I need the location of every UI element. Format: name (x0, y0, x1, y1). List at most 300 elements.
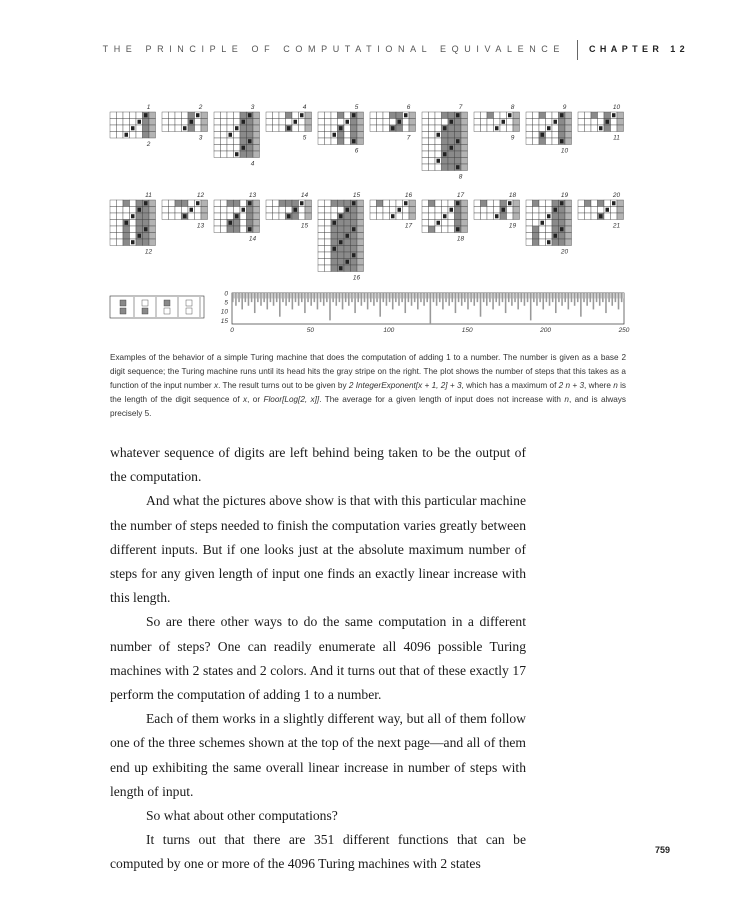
plot-bar (580, 293, 582, 317)
tape-cell (611, 125, 618, 132)
plot-bar (521, 293, 523, 302)
tape-cell (143, 233, 150, 240)
tape-cell (318, 233, 325, 240)
panel-output-label: 6 (354, 147, 359, 155)
tape-cell (351, 119, 358, 126)
head-marker (437, 159, 441, 163)
tape-cell (273, 213, 280, 220)
tape-cell (234, 119, 241, 126)
rule-cell (164, 308, 170, 314)
tape-cell (565, 220, 572, 227)
plot-bar (448, 293, 450, 306)
panel-output-label: 10 (560, 147, 569, 155)
panel-input-label: 12 (196, 192, 205, 199)
tape-cell (169, 207, 176, 214)
tape-cell (533, 200, 540, 207)
plot-bar (287, 293, 289, 298)
tape-cell (221, 200, 228, 207)
tape-cell (403, 207, 410, 214)
tape-cell (591, 207, 598, 214)
head-marker (398, 208, 402, 212)
tape-cell (377, 200, 384, 207)
tape-cell (117, 213, 124, 220)
head-marker (547, 214, 551, 218)
panel-output-label: 8 (458, 173, 463, 181)
tape-cell (273, 207, 280, 214)
tape-cell (604, 112, 611, 119)
plot-bar (591, 293, 593, 298)
tape-cell (578, 112, 585, 119)
tape-cell (526, 112, 533, 119)
plot-bar (607, 293, 609, 298)
plot-bar (370, 293, 372, 302)
plot-bar (307, 293, 309, 302)
tape-cell (396, 213, 403, 220)
plot-bar (491, 293, 493, 298)
tape-cell (351, 265, 358, 272)
tape-cell (149, 233, 156, 240)
panel-input-label: 5 (354, 104, 359, 111)
tape-cell (136, 132, 143, 139)
tape-cell (422, 151, 429, 158)
tape-cell (182, 200, 189, 207)
tape-cell (617, 112, 624, 119)
head-marker (502, 208, 506, 212)
tape-cell (117, 207, 124, 214)
plot-bar (600, 293, 602, 298)
head-marker (560, 139, 564, 143)
tape-cell (221, 119, 228, 126)
tape-cell (214, 213, 221, 220)
tape-cell (357, 125, 364, 132)
plot-bar (564, 293, 566, 302)
tape-cell (435, 200, 442, 207)
tape-cell (169, 125, 176, 132)
tape-cell (162, 213, 169, 220)
plot-bar (237, 293, 239, 298)
plot-bar (461, 293, 463, 306)
tape-cell (455, 220, 462, 227)
panel-output-label: 5 (302, 134, 307, 142)
plot-y-tick: 15 (220, 317, 228, 325)
tape-cell (429, 220, 436, 227)
plot-bar (425, 293, 427, 298)
plot-bar (579, 293, 581, 298)
tape-cell (552, 220, 559, 227)
panel-output-label: 3 (198, 134, 203, 142)
tape-cell (448, 200, 455, 207)
tape-cell (247, 213, 254, 220)
tape-cell (221, 138, 228, 145)
tape-cell (513, 200, 520, 207)
plot-bar (544, 293, 546, 298)
tape-cell (227, 125, 234, 132)
plot-bar (597, 293, 599, 298)
tape-cell (461, 226, 468, 233)
tape-cell (455, 151, 462, 158)
evolution-row-2 (110, 192, 624, 282)
tape-cell (110, 119, 117, 126)
tape-cell (552, 200, 559, 207)
head-marker (456, 165, 460, 169)
tape-cell (351, 259, 358, 266)
tape-cell (130, 233, 137, 240)
plot-bar (400, 293, 402, 298)
tape-cell (227, 151, 234, 158)
tape-cell (318, 246, 325, 253)
tape-cell (526, 239, 533, 246)
plot-bar (397, 293, 399, 298)
tape-cell (149, 239, 156, 246)
tape-cell (331, 252, 338, 259)
panel-output-label: 15 (300, 222, 309, 230)
plot-bar (259, 293, 261, 298)
plot-bar (342, 293, 344, 309)
tape-cell (429, 112, 436, 119)
plot-bar (367, 293, 369, 309)
plot-bar (348, 293, 350, 306)
plot-bar (495, 293, 497, 302)
tape-cell (325, 200, 332, 207)
head-marker (612, 113, 616, 117)
tape-cell (507, 125, 514, 132)
tape-cell (110, 226, 117, 233)
tape-cell (149, 125, 156, 132)
tape-cell (422, 213, 429, 220)
tape-cell (474, 112, 481, 119)
plot-bar (423, 293, 425, 306)
plot-bar (312, 293, 314, 298)
tape-cell (396, 200, 403, 207)
tape-cell (136, 112, 143, 119)
tape-cell (149, 220, 156, 227)
tape-cell (247, 151, 254, 158)
plot-bar (392, 293, 394, 309)
evolution-panel (162, 192, 208, 230)
tape-cell (422, 138, 429, 145)
plot-bar (547, 293, 549, 298)
evolution-panel (578, 104, 624, 142)
tape-cell (513, 207, 520, 214)
plot-bar (270, 293, 272, 302)
tape-cell (338, 252, 345, 259)
tape-cell (305, 112, 312, 119)
tape-cell (221, 132, 228, 139)
panel-output-label: 7 (406, 134, 411, 142)
tape-cell (344, 239, 351, 246)
plot-bar (389, 293, 391, 302)
tape-cell (227, 138, 234, 145)
head-marker (450, 120, 454, 124)
plot-bar (293, 293, 295, 298)
tape-cell (143, 132, 150, 139)
tape-cell (338, 200, 345, 207)
tape-cell (533, 125, 540, 132)
tape-cell (565, 119, 572, 126)
head-marker (606, 120, 610, 124)
head-marker (450, 208, 454, 212)
tape-cell (331, 119, 338, 126)
tape-cell (279, 207, 286, 214)
tape-cell (409, 200, 416, 207)
plot-bar (403, 293, 405, 298)
plot-bar (445, 293, 447, 302)
tape-cell (253, 220, 260, 227)
evolution-panel (266, 104, 312, 142)
rule-cell (142, 308, 148, 314)
evolution-panel (526, 192, 572, 256)
figure-caption (110, 351, 626, 421)
tape-cell (214, 112, 221, 119)
tape-cell (338, 119, 345, 126)
plot-y-tick: 5 (224, 299, 228, 307)
tape-cell (201, 112, 208, 119)
tape-cell (435, 138, 442, 145)
tape-cell (598, 200, 605, 207)
plot-bar (453, 293, 455, 298)
evolution-row-1 (110, 104, 624, 181)
plot-bar (346, 293, 348, 298)
plot-bar (558, 293, 560, 302)
tape-cell (117, 125, 124, 132)
plot-bar (489, 293, 491, 302)
caption-text: , where (584, 381, 614, 391)
tape-cell (247, 220, 254, 227)
tape-cell (279, 200, 286, 207)
tape-cell (123, 200, 130, 207)
tape-cell (422, 119, 429, 126)
evolution-panel (214, 104, 260, 168)
head-marker (554, 208, 558, 212)
tape-cell (331, 125, 338, 132)
tape-cell (338, 112, 345, 119)
plot-bar (484, 293, 486, 298)
tape-cell (201, 200, 208, 207)
tape-cell (292, 213, 299, 220)
tape-cell (461, 119, 468, 126)
tape-cell (461, 213, 468, 220)
plot-bar (513, 293, 515, 298)
tape-cell (533, 119, 540, 126)
tape-cell (559, 119, 566, 126)
head-marker (560, 201, 564, 205)
caption-text: , and is always precisely 5. (110, 395, 626, 419)
head-marker (196, 113, 200, 117)
tape-cell (539, 112, 546, 119)
head-marker (144, 113, 148, 117)
tape-cell (136, 213, 143, 220)
plot-bar (249, 293, 251, 298)
tape-cell (305, 207, 312, 214)
plot-bar (528, 293, 530, 298)
plot-bar (586, 293, 588, 306)
tape-cell (539, 213, 546, 220)
tape-cell (214, 226, 221, 233)
tape-cell (331, 226, 338, 233)
rule-cell (120, 300, 126, 306)
tape-cell (526, 213, 533, 220)
tape-cell (136, 226, 143, 233)
tape-cell (136, 239, 143, 246)
tape-cell (565, 112, 572, 119)
tape-cell (539, 138, 546, 145)
tape-cell (611, 119, 618, 126)
tape-cell (266, 200, 273, 207)
caption-var: n (613, 381, 618, 391)
tape-cell (162, 119, 169, 126)
tape-cell (357, 252, 364, 259)
tape-cell (546, 226, 553, 233)
tape-cell (513, 125, 520, 132)
tape-cell (325, 233, 332, 240)
plot-bar (480, 293, 482, 317)
tape-cell (377, 207, 384, 214)
tape-cell (429, 145, 436, 152)
plot-bar (539, 293, 541, 302)
plot-bar (284, 293, 286, 298)
plot-bar (375, 293, 377, 298)
tape-cell (403, 213, 410, 220)
head-marker (235, 214, 239, 218)
plot-bar (274, 293, 276, 298)
head-marker (339, 214, 343, 218)
tape-cell (318, 265, 325, 272)
panel-input-label: 17 (456, 192, 465, 199)
tape-cell (591, 112, 598, 119)
head-marker (443, 214, 447, 218)
tape-cell (338, 207, 345, 214)
tape-cell (123, 213, 130, 220)
tape-cell (188, 200, 195, 207)
rule-cell (186, 300, 192, 306)
tape-cell (591, 125, 598, 132)
head-marker (287, 126, 291, 130)
tape-cell (357, 265, 364, 272)
tape-cell (240, 200, 247, 207)
plot-bar (506, 293, 508, 298)
tape-cell (422, 145, 429, 152)
tape-cell (266, 119, 273, 126)
plot-y-tick: 10 (220, 308, 228, 316)
tape-cell (611, 207, 618, 214)
tape-cell (526, 233, 533, 240)
tape-cell (370, 112, 377, 119)
tape-cell (455, 213, 462, 220)
head-marker (333, 221, 337, 225)
tape-cell (357, 233, 364, 240)
plot-bar (428, 293, 430, 298)
plot-bar (431, 293, 433, 298)
tape-cell (143, 239, 150, 246)
plot-bar (574, 293, 576, 306)
plot-bar (232, 293, 234, 302)
head-marker (541, 221, 545, 225)
plot-bar (441, 293, 443, 298)
tape-cell (559, 125, 566, 132)
plot-bar (260, 293, 262, 306)
plot-bar (298, 293, 300, 306)
plot-bar (572, 293, 574, 298)
tape-cell (455, 119, 462, 126)
running-title: THE PRINCIPLE OF COMPUTATIONAL EQUIVALENCE (102, 44, 565, 54)
tape-cell (253, 112, 260, 119)
plot-bar (472, 293, 474, 298)
tape-cell (338, 226, 345, 233)
tape-cell (325, 119, 332, 126)
tape-cell (585, 112, 592, 119)
tape-cell (247, 145, 254, 152)
tape-cell (617, 119, 624, 126)
tape-cell (409, 125, 416, 132)
plot-bar (251, 293, 253, 302)
plot-bar (434, 293, 436, 298)
tape-cell (279, 119, 286, 126)
tape-cell (169, 213, 176, 220)
tape-cell (461, 200, 468, 207)
tape-cell (578, 119, 585, 126)
tape-cell (331, 138, 338, 145)
head-marker (287, 214, 291, 218)
tape-cell (331, 213, 338, 220)
tape-cell (377, 213, 384, 220)
tape-cell (409, 213, 416, 220)
plot-bar (442, 293, 444, 309)
head-marker (456, 113, 460, 117)
panel-output-label: 12 (144, 248, 153, 256)
plot-bar (541, 293, 543, 298)
tape-cell (143, 125, 150, 132)
tape-cell (559, 220, 566, 227)
plot-bar (409, 293, 411, 298)
tape-cell (351, 125, 358, 132)
tape-cell (442, 200, 449, 207)
head-marker (235, 126, 239, 130)
tape-cell (162, 200, 169, 207)
tape-cell (318, 112, 325, 119)
tape-cell (253, 145, 260, 152)
head-marker (235, 152, 239, 156)
panel-input-label: 8 (510, 104, 515, 111)
plot-bar (411, 293, 413, 306)
tape-cell (325, 252, 332, 259)
tape-cell (474, 213, 481, 220)
tape-cell (318, 138, 325, 145)
tape-cell (344, 246, 351, 253)
head-marker (404, 201, 408, 205)
plot-bar (510, 293, 512, 298)
tape-cell (435, 119, 442, 126)
tape-cell (344, 252, 351, 259)
plot-bar (577, 293, 579, 302)
head-marker (352, 201, 356, 205)
tape-cell (234, 112, 241, 119)
tape-cell (253, 151, 260, 158)
plot-bar (315, 293, 317, 298)
tape-cell (175, 125, 182, 132)
tape-cell (565, 233, 572, 240)
plot-bar (622, 293, 624, 298)
tape-cell (552, 132, 559, 139)
plot-bar (331, 293, 333, 298)
plot-bar (621, 293, 623, 302)
tape-cell (494, 112, 501, 119)
caption-text: Examples of the behavior of a simple Turing machine that does the computation of adding 1 to a number. The number is given as a base 2 digit sequence; the Turing machine runs until its head hits the gray stripe on the right. The plot shows the number of steps that this takes as a function of the input number (110, 353, 626, 391)
tape-cell (351, 220, 358, 227)
plot-bar (343, 293, 345, 298)
tape-cell (403, 119, 410, 126)
head-marker (138, 208, 142, 212)
head-marker (352, 139, 356, 143)
